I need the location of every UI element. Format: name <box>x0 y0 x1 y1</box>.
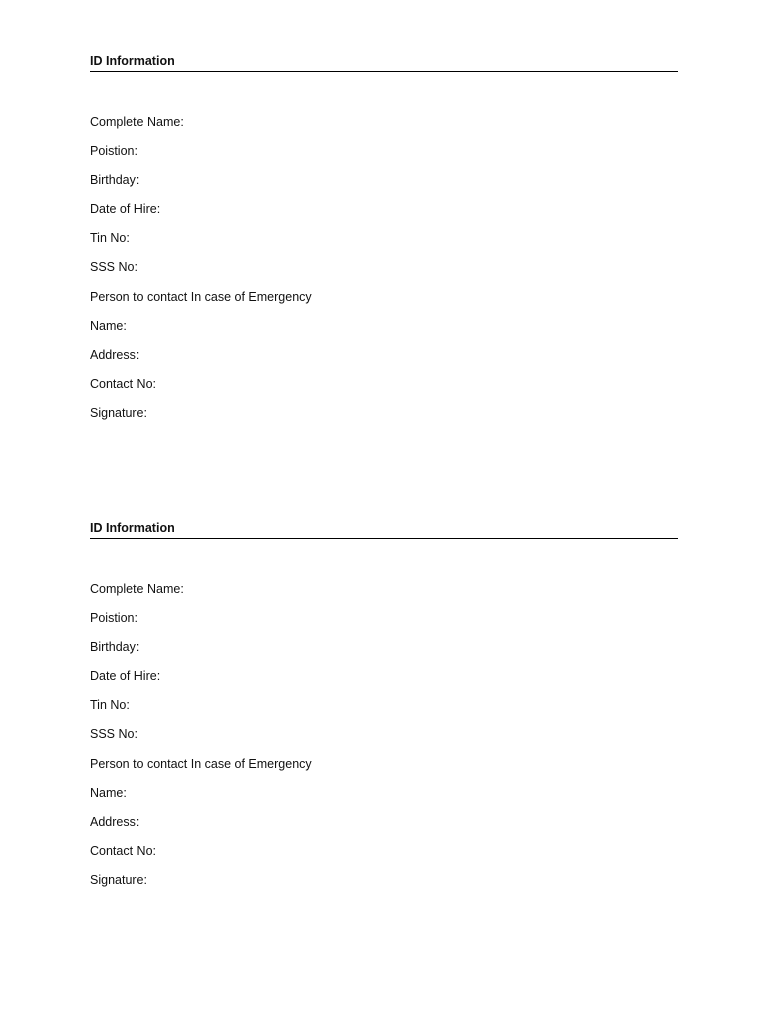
field-label-birthday: Birthday: <box>90 173 140 188</box>
field-label-complete-name: Complete Name: <box>90 115 184 129</box>
emergency-contact-heading: Person to contact In case of Emergency <box>90 756 312 771</box>
field-label-position: Poistion: <box>90 611 138 626</box>
field-label-birthday: Birthday: <box>90 640 140 655</box>
field-label-tin-no: Tin No: <box>90 698 130 713</box>
field-label-date-of-hire: Date of Hire: <box>90 669 161 684</box>
field-label-address: Address: <box>90 347 140 362</box>
field-label-position: Poistion: <box>90 144 138 159</box>
field-label-signature: Signature: <box>90 405 147 420</box>
field-label-date-of-hire: Date of Hire: <box>90 202 161 217</box>
field-label-emergency-name: Name: <box>90 785 127 800</box>
field-list <box>90 114 678 434</box>
field-label-contact-no: Contact No: <box>90 843 157 858</box>
field-label-tin-no: Tin No: <box>90 231 130 246</box>
field-label-sss-no: SSS No: <box>90 260 138 275</box>
section-title: ID Information <box>90 520 678 539</box>
field-label-complete-name: Complete Name: <box>90 582 184 596</box>
field-label-emergency-name: Name: <box>90 318 127 333</box>
id-information-form-1 <box>90 53 678 434</box>
field-label-address: Address: <box>90 814 140 829</box>
emergency-contact-heading: Person to contact In case of Emergency <box>90 289 312 304</box>
id-information-form-2 <box>90 520 678 901</box>
field-label-signature: Signature: <box>90 872 147 887</box>
field-label-contact-no: Contact No: <box>90 376 157 391</box>
field-list <box>90 581 678 901</box>
section-title: ID Information <box>90 53 678 72</box>
field-label-sss-no: SSS No: <box>90 727 138 742</box>
